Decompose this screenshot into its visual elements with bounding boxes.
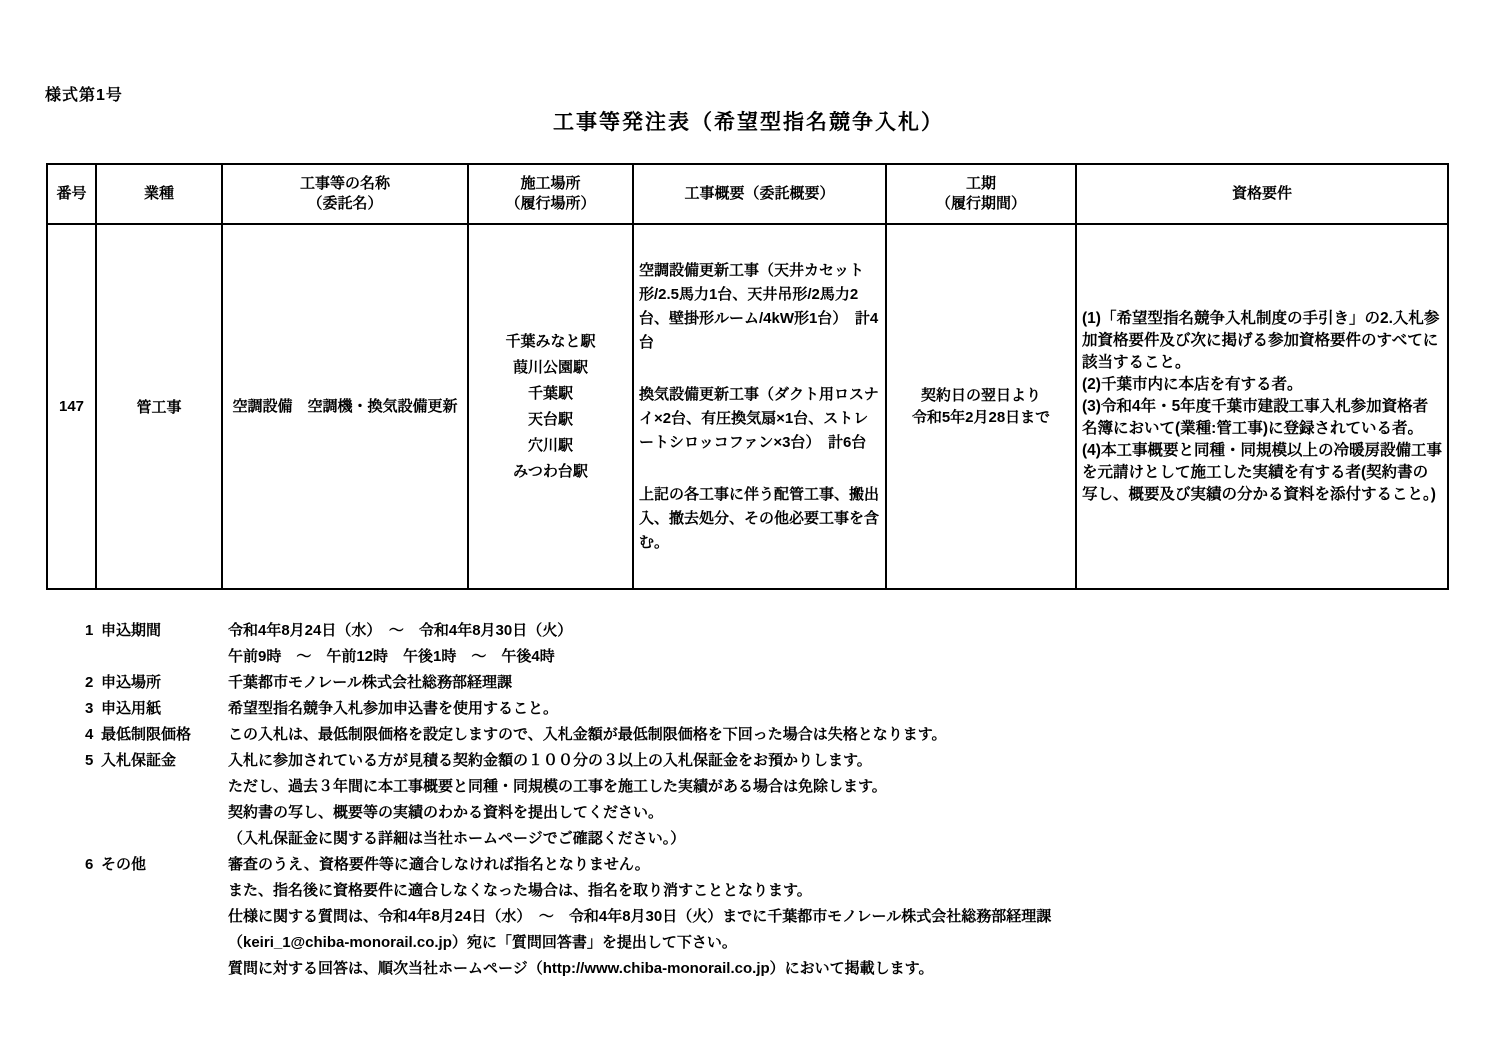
note-row-bid-deposit <box>85 748 1455 852</box>
note-number: 3 <box>85 700 94 717</box>
notes-section <box>85 618 1455 982</box>
qualification-paragraph: (1)「希望型指名競争入札制度の手引き」の2.入札参加資格要件及び次に掲げる参加資格要件のすべてに該当すること。 <box>1082 309 1440 371</box>
note-lines <box>228 722 1455 748</box>
col-header-category-line1: 業種 <box>143 185 174 202</box>
col-header-summary-line1: 工事概要（委託概要） <box>684 185 835 202</box>
col-header-location-line1: 施工場所 <box>520 175 581 192</box>
summary-paragraph: 上記の各工事に伴う配管工事、搬出入、撤去処分、その他必要工事を含む。 <box>639 485 880 551</box>
note-label: 最低制限価格 <box>101 726 192 743</box>
table-header-row <box>47 164 1448 224</box>
note-label: 入札保証金 <box>101 752 177 769</box>
note-label: 申込用紙 <box>101 700 162 717</box>
col-header-location <box>468 164 633 224</box>
page-title: 工事等発注表（希望型指名競争入札） <box>553 111 944 134</box>
note-line: 午前9時 ～ 午前12時 午後1時 ～ 午後4時 <box>228 648 555 665</box>
col-header-period-line2: （履行期間） <box>935 195 1026 212</box>
note-row-application-form <box>85 696 1455 722</box>
note-lines <box>228 852 1455 982</box>
note-line: （入札保証金に関する詳細は当社ホームページでご確認ください。） <box>228 830 686 847</box>
summary-paragraph: 換気設備更新工事（ダクト用ロスナイ×2台、有圧換気扇×1台、ストレートシロッコファン×3台） 計6台 <box>639 385 879 451</box>
note-label: 申込場所 <box>101 674 162 691</box>
note-row-minimum-price <box>85 722 1455 748</box>
col-header-number-line1: 番号 <box>56 185 87 202</box>
location-station: 葭川公園駅 <box>512 358 588 376</box>
col-header-qualification <box>1076 164 1448 224</box>
note-label: その他 <box>101 856 147 873</box>
note-lines <box>228 618 1455 670</box>
note-label: 申込期間 <box>101 622 162 639</box>
col-header-summary <box>633 164 886 224</box>
note-line: また、指名後に資格要件に適合しなくなった場合は、指名を取り消すこととなります。 <box>228 882 812 899</box>
col-header-name-line2: （委託名） <box>307 195 383 212</box>
cell-locations <box>468 224 633 589</box>
col-header-location-line2: （履行場所） <box>505 195 596 212</box>
cell-category: 管工事 <box>96 224 222 589</box>
summary-paragraphs <box>634 255 885 559</box>
period-line: 契約日の翌日より <box>920 386 1041 404</box>
note-number: 2 <box>85 674 94 691</box>
location-station: 千葉みなと駅 <box>505 332 596 350</box>
cell-summary <box>633 224 886 589</box>
col-header-number <box>47 164 96 224</box>
col-header-period-line1: 工期 <box>965 175 996 192</box>
location-station: 穴川駅 <box>527 436 573 454</box>
order-table <box>46 163 1449 590</box>
note-number: 1 <box>85 622 94 639</box>
table-row <box>47 224 1448 589</box>
col-header-qualification-line1: 資格要件 <box>1231 185 1292 202</box>
note-number: 6 <box>85 856 94 873</box>
note-lines <box>228 670 1455 696</box>
cell-qualification <box>1076 224 1448 589</box>
note-row-application-place <box>85 670 1455 696</box>
note-line: ただし、過去３年間に本工事概要と同種・同規模の工事を施工した実績がある場合は免除します。 <box>228 778 887 795</box>
form-number-label: 様式第1号 <box>45 87 123 104</box>
note-lines <box>228 696 1455 722</box>
note-row-other <box>85 852 1455 982</box>
cell-number: 147 <box>47 224 96 589</box>
col-header-name-line1: 工事等の名称 <box>299 175 390 192</box>
qualification-paragraph: (2)千葉市内に本店を有する者。 <box>1082 375 1303 393</box>
location-station: 天台駅 <box>527 410 573 428</box>
note-line: この入札は、最低制限価格を設定しますので、入札金額が最低制限価格を下回った場合は失格となります。 <box>228 726 947 743</box>
note-line: 千葉都市モノレール株式会社総務部経理課 <box>228 674 512 691</box>
note-line: 契約書の写し、概要等の実績のわかる資料を提出してください。 <box>228 804 664 821</box>
qualification-paragraph: (3)令和4年・5年度千葉市建設工事入札参加資格者名簿において(業種:管工事)に登録されている者。 <box>1082 397 1429 437</box>
note-line: 希望型指名競争入札参加申込書を使用すること。 <box>228 700 559 717</box>
col-header-period <box>886 164 1076 224</box>
period-line: 令和5年2月28日まで <box>911 408 1051 426</box>
qualification-paragraphs <box>1077 299 1447 515</box>
note-lines <box>228 748 1455 852</box>
col-header-name <box>222 164 468 224</box>
note-row-application-period <box>85 618 1455 670</box>
location-station: 千葉駅 <box>527 384 573 402</box>
note-line: 入札に参加されている方が見積る契約金額の１００分の３以上の入札保証金をお預かりします。 <box>228 752 872 769</box>
col-header-category <box>96 164 222 224</box>
location-station: みつわ台駅 <box>513 462 588 480</box>
note-line: 仕様に関する質問は、令和4年8月24日（水） ～ 令和4年8月30日（火）までに千葉都市モノレール株式会社総務部経理課 <box>228 908 1052 925</box>
note-number: 5 <box>85 752 94 769</box>
summary-paragraph: 空調設備更新工事（天井カセット形/2.5馬力1台、天井吊形/2馬力2台、壁掛形ルーム/4kW形1台） 計4台 <box>639 261 879 351</box>
qualification-paragraph: (4)本工事概要と同種・同規模以上の冷暖房設備工事を元請けとして施工した実績を有する者(契約書の写し、概要及び実績の分かる資料を添付すること。) <box>1082 441 1442 503</box>
note-line: 審査のうえ、資格要件等に適合しなければ指名となりません。 <box>228 856 650 873</box>
note-number: 4 <box>85 726 94 743</box>
note-line: 質問に対する回答は、順次当社ホームページ（http://www.chiba-monorail.co.jp）において掲載します。 <box>228 960 934 977</box>
note-line: 令和4年8月24日（水） ～ 令和4年8月30日（火） <box>228 622 573 639</box>
cell-period <box>886 224 1076 589</box>
note-line: （keiri_1@chiba-monorail.co.jp）宛に「質問回答書」を提出して下さい。 <box>228 934 737 951</box>
cell-work-name: 空調設備 空調機・換気設備更新 <box>222 224 468 589</box>
